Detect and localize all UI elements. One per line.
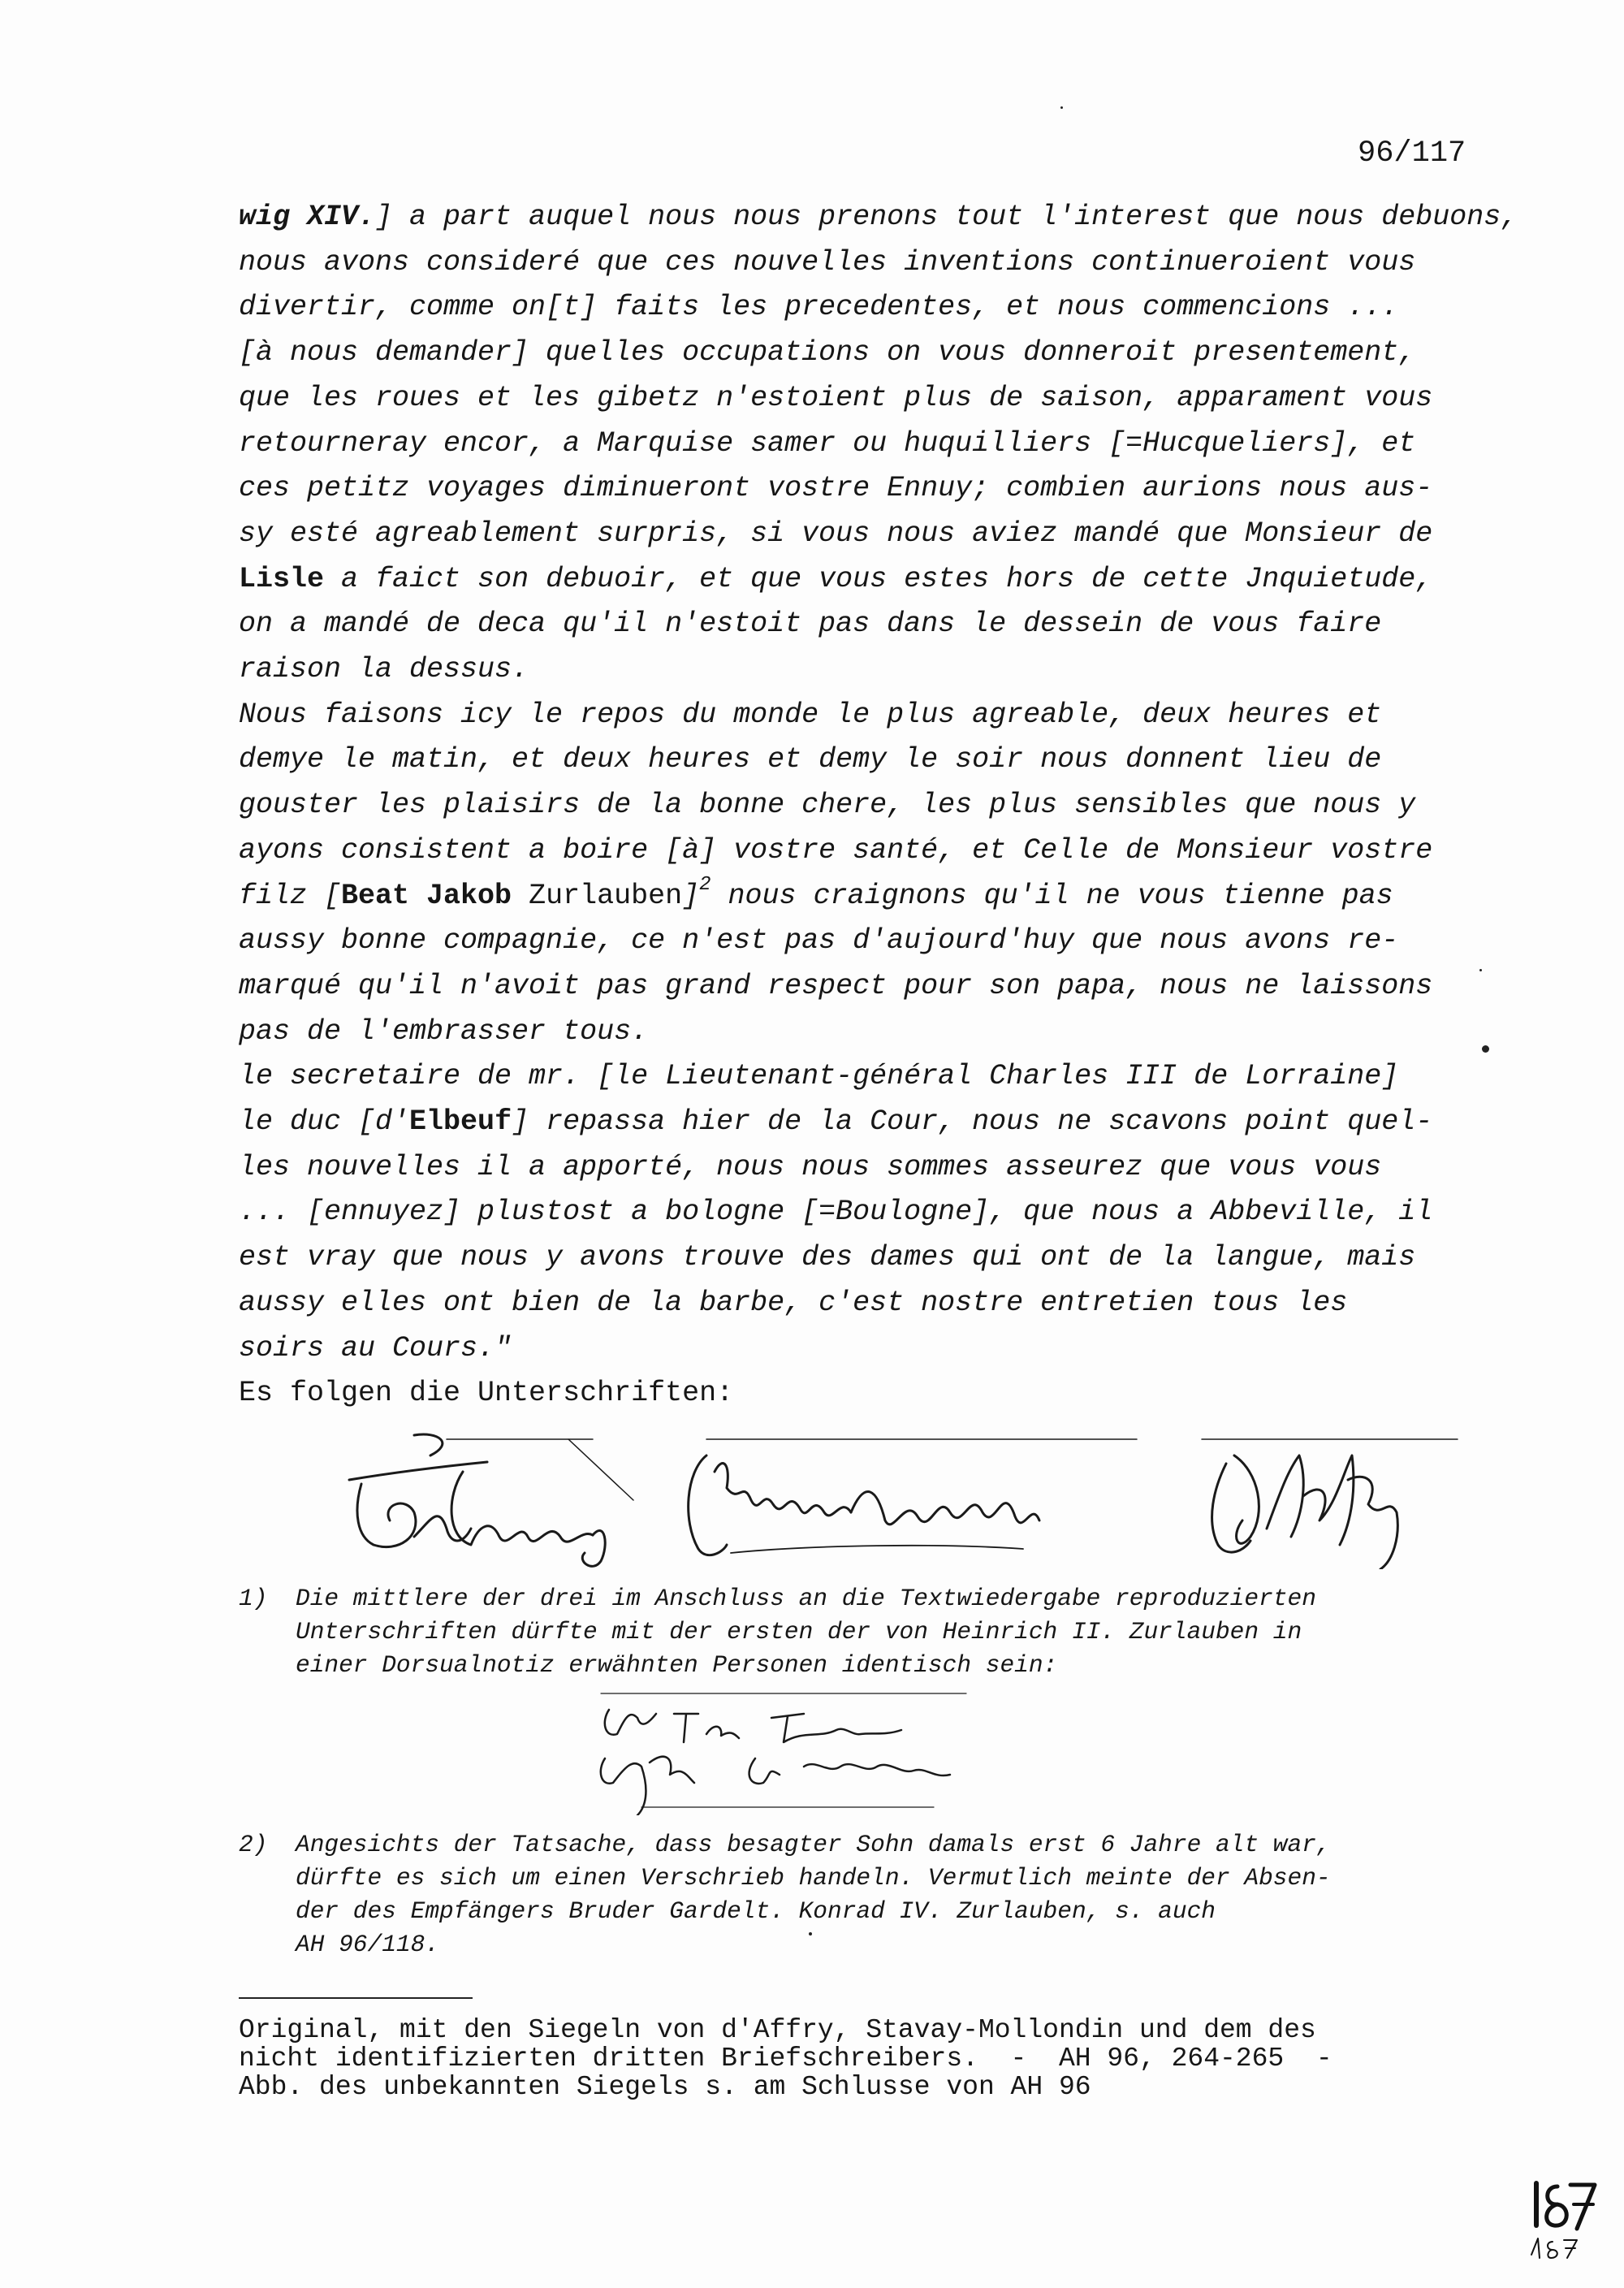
letter-line	[239, 1054, 1489, 1100]
letter-text: aussy elles ont bien de la barbe, c'est nostre entretien tous les	[239, 1286, 1348, 1319]
letter-text: ayons consistent a boire [à] vostre santé, et Celle de Monsieur vostre	[239, 833, 1433, 867]
letter-line	[239, 828, 1489, 874]
letter-text: soirs au Cours."	[239, 1331, 512, 1365]
letter-line	[239, 783, 1489, 828]
signatures-image	[325, 1423, 1478, 1569]
letter-line	[239, 376, 1489, 422]
letter-text: ces petitz voyages diminueront vostre Ennuy; combien aurions nous aus-	[239, 472, 1433, 505]
letter-line	[239, 285, 1489, 331]
letter-text: sy esté agreablement surpris, si vous nous aviez mandé que Monsieur de	[239, 517, 1433, 550]
letter-line	[239, 1010, 1489, 1055]
letter-line	[239, 240, 1489, 286]
letter-line	[239, 1326, 1489, 1372]
footnote-line: Angesichts der Tatsache, dass besagter Sohn damals erst 6 Jahre alt war,	[296, 1831, 1331, 1858]
letter-text: a faict son debuoir, et que vous estes hors de cette Jnquietude,	[324, 562, 1433, 595]
letter-line	[239, 557, 1489, 603]
footnote-number: 2)	[239, 1831, 268, 1858]
letter-text: demye le matin, et deux heures et demy le soir nous donnent lieu de	[239, 743, 1382, 776]
dorsal-note-signature-image	[593, 1685, 974, 1815]
letter-line	[239, 1281, 1489, 1326]
footnote-line: der des Empfängers Bruder Gardelt. Konrad IV. Zurlauben, s. auch	[296, 1897, 1216, 1925]
letter-line	[239, 195, 1518, 240]
letter-line	[239, 331, 1489, 376]
letter-line	[239, 693, 1489, 738]
letter-text: retourneray encor, a Marquise samer ou huquilliers [=Hucqueliers], et	[239, 426, 1416, 460]
letter-text: ] repassa hier de la Cour, nous ne scavons point quel-	[512, 1105, 1433, 1139]
letter-line	[239, 874, 1489, 919]
signature-middle	[689, 1439, 1137, 1555]
letter-line	[239, 919, 1489, 964]
letter-text: [à nous demander] quelles occupations on vous donneroit presentement,	[239, 336, 1416, 370]
name-highlight: wig XIV.	[239, 201, 376, 233]
letter-line	[239, 466, 1489, 512]
name-highlight: Lisle	[239, 562, 325, 595]
letter-text: les nouvelles il a apporté, nous nous sommes asseurez que vous vous	[239, 1150, 1382, 1183]
letter-text: nous avons consideré que ces nouvelles inventions continueroient vous	[239, 245, 1416, 279]
letter-text: gouster les plaisirs de la bonne chere, les plus sensibles que nous y	[239, 789, 1416, 822]
source-line: nicht identifizierten dritten Briefschreibers. - AH 96, 264-265 -	[239, 2044, 1332, 2074]
signature-stavay	[349, 1434, 633, 1566]
footnote-body	[296, 1582, 1570, 1682]
letter-line	[239, 964, 1489, 1010]
page-number: 96/117	[1358, 136, 1466, 171]
source-line: Abb. des unbekannten Siegels s. am Schlusse von AH 96	[239, 2072, 1091, 2102]
letter-text: ... [ennuyez] plustost a bologne [=Boulogne], que nous a Abbeville, il	[239, 1196, 1433, 1229]
footnote-line: Die mittlere der drei im Anschluss an die Textwiedergabe reproduzierten	[296, 1585, 1316, 1612]
letter-text: le secretaire de mr. [le Lieutenant-général Charles III de Lorraine]	[239, 1060, 1399, 1093]
footnote-body	[296, 1828, 1570, 1961]
footnote-reference: 2	[699, 873, 711, 896]
letter-line	[239, 512, 1489, 557]
letter-line	[239, 1190, 1489, 1235]
letter-text: ] a part auquel nous nous prenons tout l'interest que nous debuons,	[375, 201, 1518, 233]
letter-line	[239, 647, 1489, 693]
letter-text: on a mandé de deca qu'il n'estoit pas dans le dessein de vous faire	[239, 608, 1382, 641]
letter-text: marqué qu'il n'avoit pas grand respect pour son papa, nous ne laissons	[239, 969, 1433, 1002]
letter-text: que les roues et les gibetz n'estoient plus de saison, apparament vous	[239, 381, 1433, 414]
signature-affry	[1202, 1439, 1458, 1569]
name-highlight: Elbeuf	[409, 1105, 512, 1139]
letter-text: pas de l'embrasser tous.	[239, 1014, 649, 1048]
letter-line	[239, 1235, 1489, 1281]
letter-line	[239, 422, 1489, 467]
footnote-line: dürfte es sich um einen Verschrieb handeln. Vermutlich meinte der Absen-	[296, 1864, 1331, 1892]
letter-text: Zurlauben	[512, 879, 683, 912]
footnote-line: einer Dorsualnotiz erwähnten Personen identisch sein:	[296, 1651, 1058, 1679]
footnote-line: Unterschriften dürfte mit der ersten der von Heinrich II. Zurlauben in	[296, 1618, 1302, 1646]
letter-text: ]	[682, 879, 700, 912]
footnote-number: 1)	[239, 1585, 268, 1612]
archive-number-stamp	[1525, 2177, 1602, 2266]
letter-transcription	[239, 195, 1518, 1416]
source-line: Original, mit den Siegeln von d'Affry, Stavay-Mollondin und dem des	[239, 2015, 1316, 2045]
letter-line	[239, 1145, 1489, 1191]
letter-text: raison la dessus.	[239, 653, 529, 686]
footnote-separator	[239, 1997, 473, 1999]
letter-text: Nous faisons icy le repos du monde le plus agreable, deux heures et	[239, 698, 1382, 731]
speck	[1060, 106, 1063, 109]
letter-text: Es folgen die Unterschriften:	[239, 1377, 734, 1410]
letter-text: est vray que nous y avons trouve des dames qui ont de la langue, mais	[239, 1241, 1416, 1274]
letter-line	[239, 602, 1489, 647]
letter-line	[239, 737, 1489, 783]
original-source-note	[239, 2016, 1332, 2101]
footnote-line: AH 96/118.	[296, 1931, 440, 1958]
letter-text: divertir, comme on[t] faits les precedentes, et nous commencions ...	[239, 291, 1399, 324]
letter-text: nous craignons qu'il ne vous tienne pas	[710, 879, 1393, 912]
letter-line	[239, 1371, 1489, 1416]
letter-text: filz [	[239, 879, 342, 912]
letter-text: le duc [d'	[239, 1105, 410, 1139]
letter-line	[239, 1100, 1489, 1145]
name-highlight: Beat Jakob	[341, 879, 512, 912]
letter-text: aussy bonne compagnie, ce n'est pas d'aujourd'huy que nous avons re-	[239, 924, 1399, 958]
